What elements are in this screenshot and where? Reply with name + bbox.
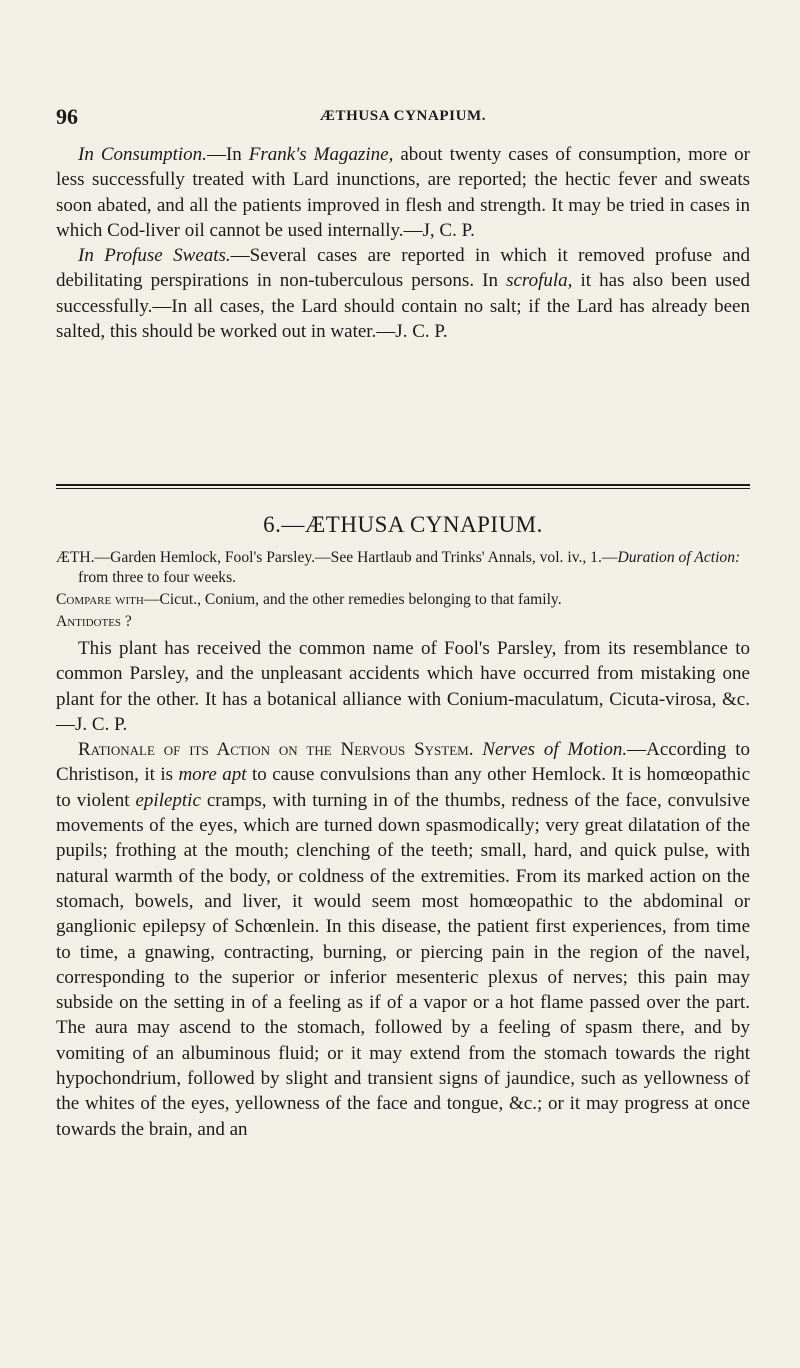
page-header xyxy=(56,104,750,134)
antidotes-line: Antidotes ? xyxy=(56,613,132,630)
subheading-profuse-sweats: In Profuse Sweats. xyxy=(78,245,231,267)
citation-franks-magazine: Frank's Magazine, xyxy=(248,144,394,165)
subheading-nerves-of-motion: Nerves of Motion. xyxy=(482,739,628,761)
compare-label: Compare with xyxy=(56,591,144,608)
page-number: 96 xyxy=(56,104,78,129)
paragraph-intro: This plant has received the common name of Fool's Parsley, from its resemblance to common Parsley, and the unpleasant accidents which have occurred from mistaking one plant for the other. It has a botanical alliance with Conium-maculatum, Cicuta-virosa, &c.—J. C. P. xyxy=(56,638,750,735)
section-divider xyxy=(56,484,750,491)
running-title: ÆTHUSA CYNAPIUM. xyxy=(319,108,487,124)
section-title: 6.—ÆTHUSA CYNAPIUM. xyxy=(263,512,543,537)
duration-label: Duration of Action: xyxy=(617,549,741,566)
subheading-consumption: In Consumption. xyxy=(78,144,207,165)
remedy-metadata xyxy=(56,548,750,634)
compare-line: Compare with—Cicut., Conium, and the other remedies belonging to that family. xyxy=(56,591,562,608)
main-section-text xyxy=(56,636,750,1142)
previous-section-text xyxy=(56,142,750,344)
synonyms-line: ÆTH.—Garden Hemlock, Fool's Parsley.—See Hartlaub and Trinks' Annals, vol. iv., 1.—Duration of Action: from three to four weeks. xyxy=(56,549,741,586)
subheading-rationale: Rationale of its Action on the Nervous System. xyxy=(78,739,474,761)
paragraph-profuse-sweats: In Profuse Sweats.—Several cases are reported in which it removed profuse and debilitating perspirations in non-tuberculous persons. In scrofula, it has also been used successfully.—In all cases, the Lard should contain no salt; if the Lard has already been salted, this should be worked out in water.—J. C. P. xyxy=(56,245,751,343)
paragraph-consumption: In Consumption.—In Frank's Magazine, about twenty cases of consumption, more or less successfully treated with Lard inunctions, are reported; the hectic fever and sweats soon abated, and all the patients improved in flesh and strength. It may be tried in cases in which Cod-liver oil cannot be used internally.—J, C. P. xyxy=(56,144,750,241)
paragraph-rationale: Rationale of its Action on the Nervous System. Nerves of Motion.—According to Christison, it is more apt to cause convulsions than any other Hemlock. It is homœopathic to violent epileptic cramps, with turning in of the thumbs, redness of the face, convulsive movements of the eyes, which are turned down spasmodically; very great dilatation of the pupils; frothing at the mouth; clenching of the teeth; small, hard, and quick pulse, with natural warmth of the body, or coldness of the extremities. From its marked action on the stomach, bowels, and liver, it would seem most homœopathic to the abdominal or ganglionic epilepsy of Schœnlein. In this disease, the patient first experiences, from time to time, a gnawing, contracting, burning, or piercing pain in the region of the navel, corresponding to the superior or inferior mesenteric plexus of nerves; this pain may subside on the setting in of a feeling as if of a vapor or a hot flame passed over the part. The aura may ascend to the stomach, followed by a feeling of spasm there, and by vomiting of an albuminous fluid; or it may extend from the stomach towards the right hypochondrium, followed by slight and transient signs of jaundice, such as yellowness of the whites of the eyes, yellowness of the face and tongue, &c.; or it may progress at once towards the brain, and an xyxy=(56,739,751,1140)
